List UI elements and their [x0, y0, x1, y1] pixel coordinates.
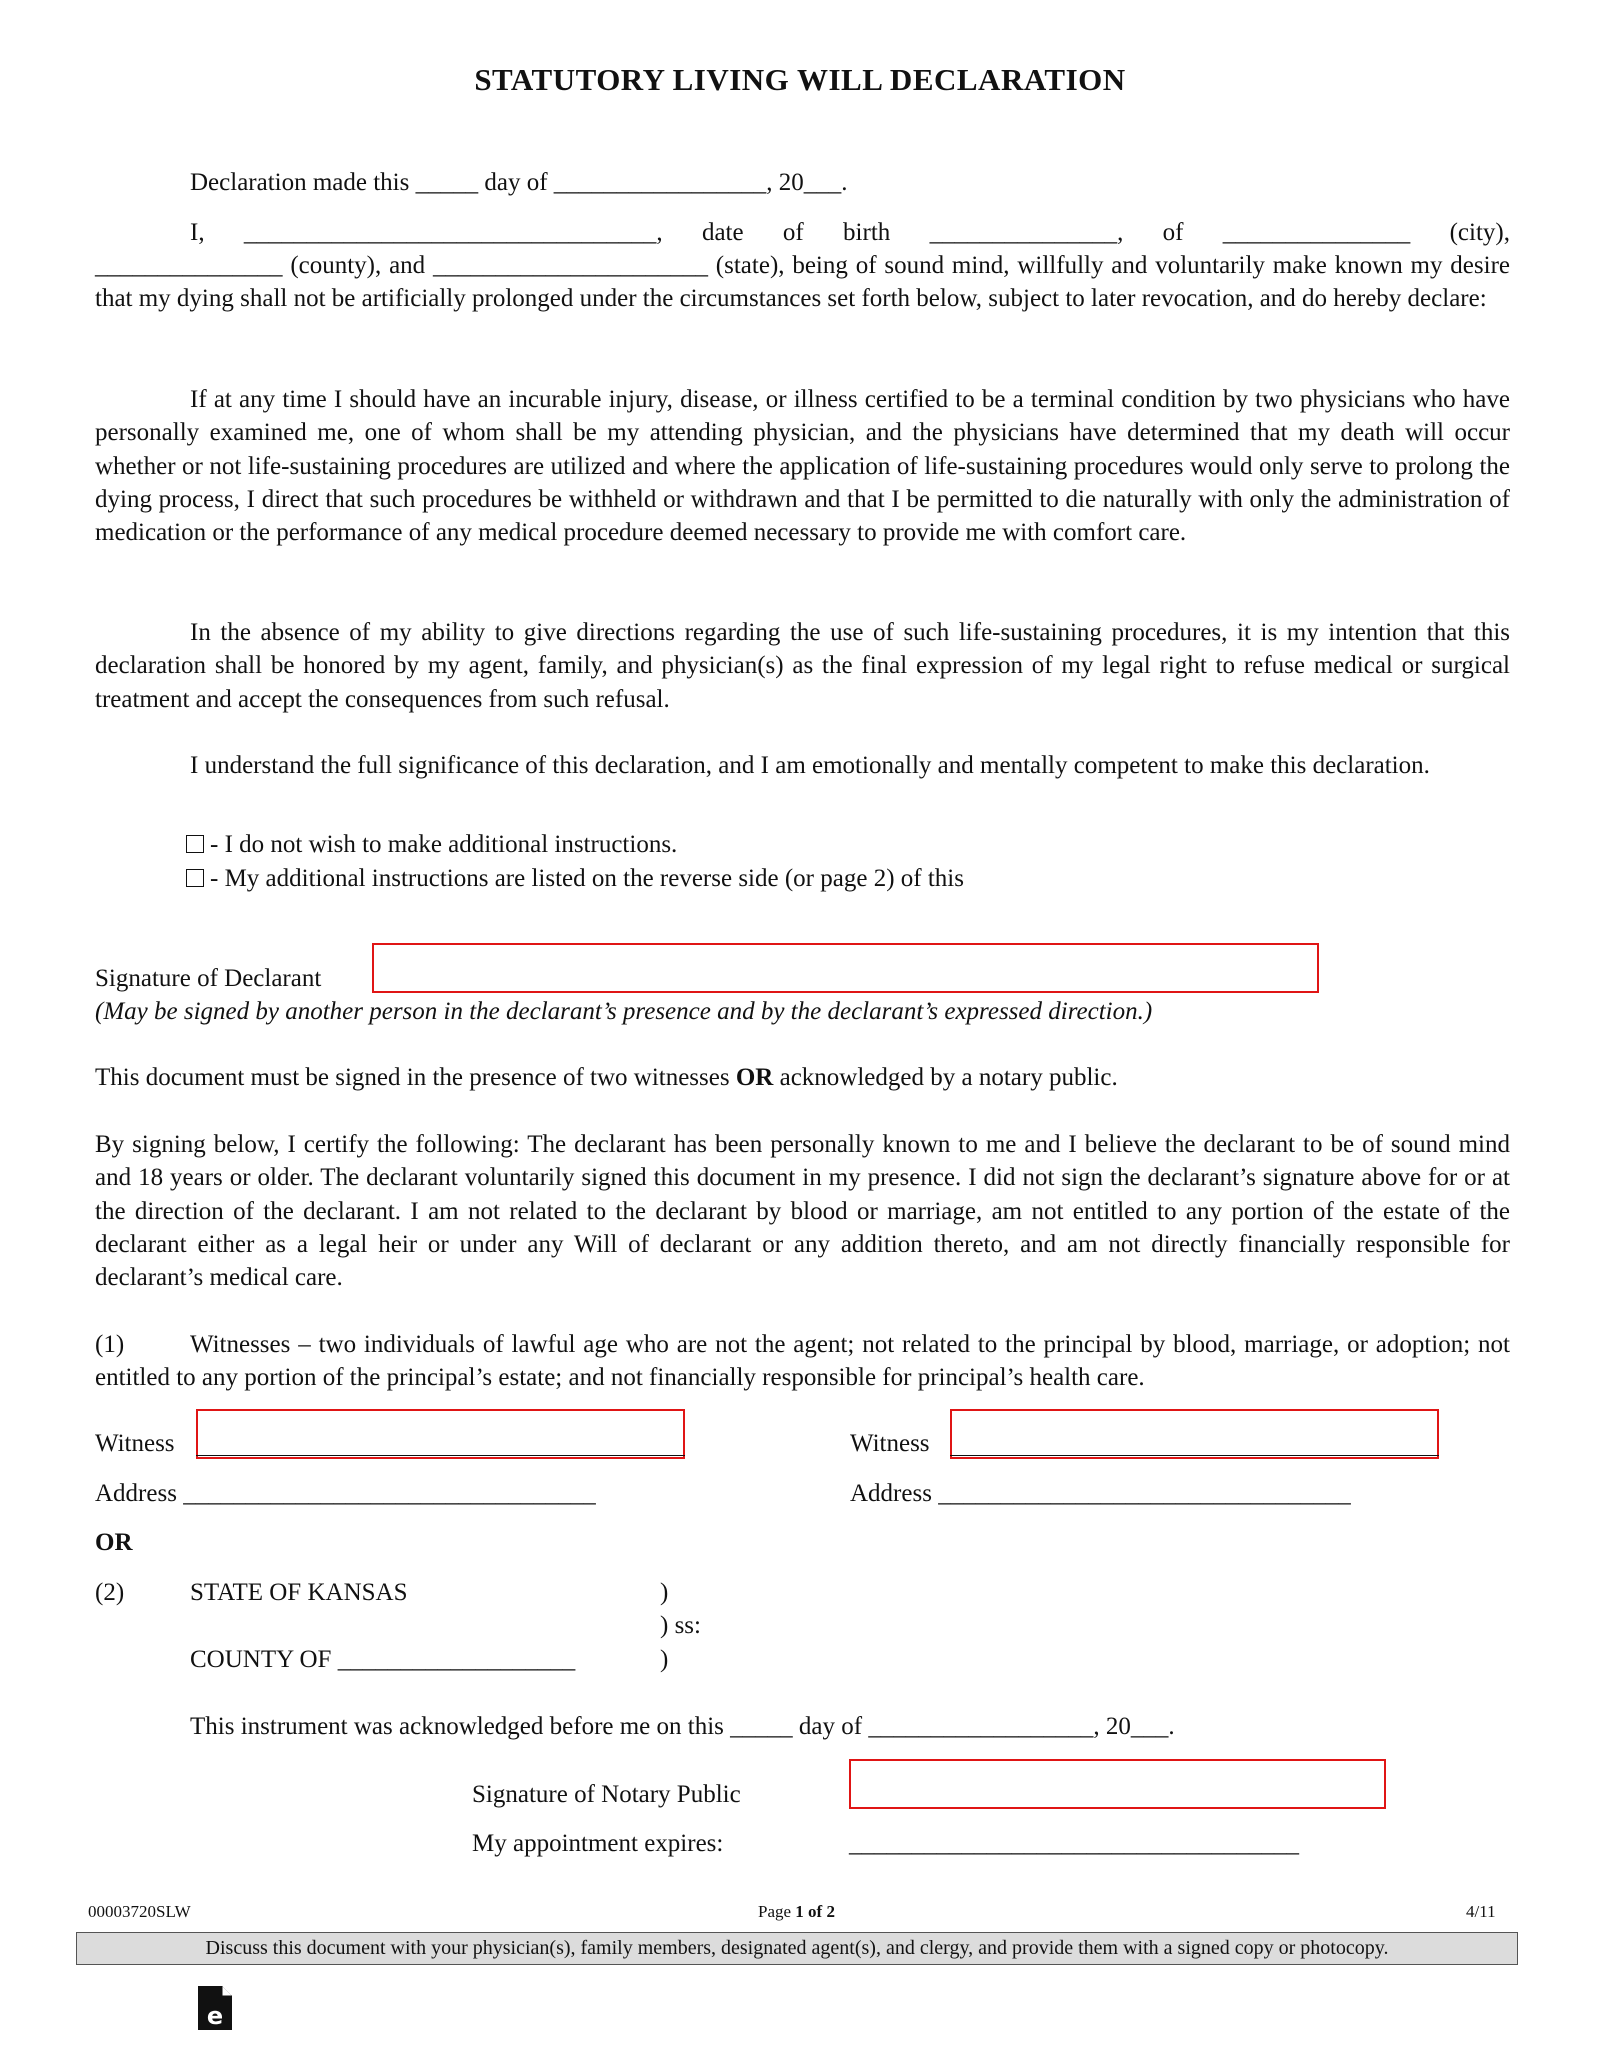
identity-line-1: I, _________________________________, date of birth _______________, of _______________ (city),: [190, 219, 1510, 246]
option-additional-instructions-label: - My additional instructions are listed on the reverse side (or page 2) of this: [210, 865, 964, 892]
option-no-instructions[interactable]: [186, 828, 677, 861]
declarant-signature-field[interactable]: [372, 943, 1319, 993]
witness-2-underline: [950, 1455, 1439, 1456]
witness-1-underline: [196, 1455, 685, 1456]
document-title: STATUTORY LIVING WILL DECLARATION: [474, 62, 1126, 97]
or-separator: OR: [95, 1529, 133, 1556]
footer-date: 4/11: [1466, 1902, 1496, 1921]
footer-page: [758, 1902, 835, 1922]
witness-1-address[interactable]: [95, 1477, 596, 1510]
witness-requirement-post: acknowledged by a notary public.: [773, 1064, 1118, 1091]
notary-signature-field[interactable]: [849, 1759, 1386, 1809]
ss-label: ) ss:: [660, 1612, 701, 1639]
appointment-blank[interactable]: ____________________________________: [849, 1830, 1299, 1857]
absence-paragraph: In the absence of my ability to give directions regarding the use of such life-sustaining procedures, it is my intention that this declaration shall be honored by my agent, family, and physician(s) as the final expression of my legal right to refuse medical or surgical treatment and accept the consequences from such refusal.: [95, 619, 1510, 713]
county-line: COUNTY OF ___________________: [190, 1646, 576, 1673]
footer-notice: Discuss this document with your physician(s), family members, designated agent(s), and clergy, and provide them with a signed copy or photocopy.: [76, 1932, 1518, 1965]
signature-declarant-label: Signature of Declarant: [95, 965, 322, 992]
paren-1: ): [660, 1579, 669, 1606]
witness-requirement-or: OR: [735, 1064, 774, 1091]
witness-2-label: Witness: [850, 1430, 930, 1457]
address-2-label: Address: [850, 1480, 932, 1507]
esign-logo-icon: [196, 1984, 234, 2032]
witness-requirement-pre: This document must be signed in the presence of two witnesses: [95, 1064, 736, 1091]
footer-page-pre: Page: [758, 1902, 796, 1921]
declaration-made-line: Declaration made this _____ day of _________________, 20___.: [190, 169, 848, 196]
address-1-blank: _________________________________: [183, 1480, 596, 1507]
witness-2-signature-field[interactable]: [950, 1409, 1439, 1459]
notary-number: (2): [95, 1579, 125, 1606]
witnesses-paragraph: Witnesses – two individuals of lawful age who are not the agent; not related to the principal by blood, marriage, or adoption; not entitled to any portion of the principal’s estate; and not financially responsible for principal’s health care.: [95, 1331, 1510, 1392]
witness-2-address[interactable]: [850, 1477, 1351, 1510]
address-1-label: Address: [95, 1480, 177, 1507]
footer-page-number: 1 of 2: [795, 1902, 835, 1921]
witness-1-signature-field[interactable]: [196, 1409, 685, 1459]
identity-paragraph: _______________ (county), and ______________________ (state), being of sound mind, willfully and voluntarily make known my desire that my dying shall not be artificially prolonged under the circumstances set forth below, subject to later revocation, and do hereby declare:: [95, 252, 1510, 313]
address-2-blank: _________________________________: [938, 1480, 1351, 1507]
notary-signature-label: Signature of Notary Public: [472, 1781, 741, 1808]
option-additional-instructions[interactable]: [186, 862, 964, 895]
checkbox-icon[interactable]: [186, 869, 204, 887]
state-line: STATE OF KANSAS: [190, 1579, 408, 1606]
witnesses-number: (1): [95, 1331, 125, 1358]
appointment-label: My appointment expires:: [472, 1830, 724, 1857]
acknowledged-line: This instrument was acknowledged before me on this _____ day of __________________, 20___.: [190, 1713, 1175, 1740]
footer-code: 00003720SLW: [88, 1902, 191, 1921]
witness-requirement: [95, 1061, 1118, 1094]
signature-note: (May be signed by another person in the declarant’s presence and by the declarant’s expressed direction.): [95, 998, 1153, 1025]
checkbox-icon[interactable]: [186, 835, 204, 853]
svg-text:e: e: [206, 2002, 224, 2030]
paren-3: ): [660, 1646, 669, 1673]
understand-paragraph: I understand the full significance of this declaration, and I am emotionally and mentally competent to make this declaration.: [190, 752, 1430, 779]
certify-paragraph: By signing below, I certify the following: The declarant has been personally known to me and I believe the declarant to be of sound mind and 18 years or older. The declarant voluntarily signed this document in my presence. I did not sign the declarant’s signature above for or at the direction of the declarant. I am not related to the declarant by blood or marriage, am not entitled to any portion of the estate of the declarant either as a legal heir or under any Will of declarant or any addition thereto, and am not directly financially responsible for declarant’s medical care.: [95, 1131, 1510, 1292]
witness-1-label: Witness: [95, 1430, 175, 1457]
terminal-paragraph: If at any time I should have an incurable injury, disease, or illness certified to be a terminal condition by two physicians who have personally examined me, one of whom shall be my attending physician, and the physicians have determined that my death will occur whether or not life-sustaining procedures are utilized and where the application of life-sustaining procedures would only serve to prolong the dying process, I direct that such procedures be withheld or withdrawn and that I be permitted to die naturally with only the administration of medication or the performance of any medical procedure deemed necessary to provide me with comfort care.: [95, 386, 1510, 547]
option-no-instructions-label: - I do not wish to make additional instructions.: [210, 831, 678, 858]
